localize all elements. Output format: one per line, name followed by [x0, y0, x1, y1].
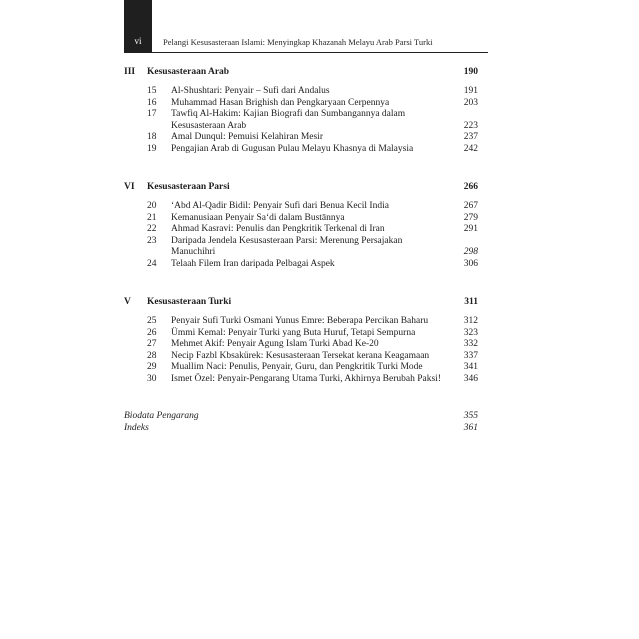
- toc-section: [124, 296, 478, 385]
- section-number: V: [124, 297, 131, 307]
- toc-entry: [124, 328, 478, 340]
- section-heading: [124, 181, 478, 193]
- page-number-tab: [124, 0, 152, 53]
- entry-number: 28: [147, 350, 157, 361]
- section-number: III: [124, 67, 136, 77]
- section-page: 266: [463, 182, 478, 192]
- toc-entry: [124, 316, 478, 328]
- back-matter: [124, 411, 478, 434]
- entry-number: 15: [147, 86, 157, 96]
- section-number: VI: [124, 182, 135, 192]
- toc-entry: [124, 109, 478, 132]
- entry-title: Ahmad Kasravi: Penulis dan Pengkritik Terkenal di Iran: [171, 224, 385, 234]
- entry-title: Ismet Özel: Penyair-Pengarang Utama Turki, Akhirnya Berubah Paksi!: [171, 373, 441, 384]
- entry-page: 237: [463, 132, 478, 142]
- back-matter-entry: [124, 423, 478, 435]
- section-title: Kesusasteraan Parsi: [147, 182, 230, 192]
- entry-number: 18: [147, 132, 157, 142]
- entry-page: 323: [463, 327, 478, 338]
- entry-number: 25: [147, 316, 157, 326]
- entry-page: 298: [463, 247, 478, 257]
- entry-page: 346: [463, 373, 478, 384]
- toc-entry: [124, 339, 478, 351]
- toc-entry: [124, 98, 478, 110]
- running-title: Pelangi Kesusasteraan Islami: Menyingkap Khazanah Melayu Arab Parsi Turki: [163, 37, 433, 47]
- table-of-contents: [124, 66, 478, 434]
- entry-page: 337: [463, 350, 478, 361]
- back-matter-page: 361: [463, 422, 478, 433]
- toc-entry: [124, 362, 478, 374]
- back-matter-entry: [124, 411, 478, 423]
- section-title: Kesusasteraan Arab: [147, 67, 230, 77]
- toc-entry: [124, 374, 478, 386]
- entry-number: 30: [147, 373, 157, 384]
- back-matter-title: Biodata Pengarang: [124, 411, 199, 421]
- entry-title: Penyair Sufi Turki Osmani Yunus Emre: Beberapa Percikan Baharu: [171, 316, 429, 326]
- entry-title: Tawfiq Al-Hakim: Kajian Biografi dan Sumbangannya dalam Kesusasteraan Arab: [171, 109, 406, 131]
- toc-entry: [124, 259, 478, 271]
- back-matter-title: Indeks: [124, 422, 149, 433]
- entry-title: Daripada Jendela Kesusasteraan Parsi: Merenung Persajakan Manuchihri: [171, 235, 403, 257]
- entry-page: 306: [463, 258, 478, 269]
- toc-entry: [124, 224, 478, 236]
- entry-title: Al-Shushtari: Penyair – Sufi dari Andalus: [171, 86, 330, 96]
- entry-page: 242: [463, 143, 478, 154]
- entry-number: 21: [147, 212, 157, 223]
- toc-entry: [124, 144, 478, 156]
- entry-title: Kemanusiaan Penyair Sa‘di dalam Bustānnya: [171, 212, 345, 223]
- entry-number: 19: [147, 143, 157, 154]
- entry-page: 332: [463, 339, 478, 349]
- entry-page: 267: [463, 201, 478, 211]
- entry-page: 341: [463, 362, 478, 372]
- toc-entry: [124, 351, 478, 363]
- section-heading: [124, 66, 478, 78]
- toc-entry: [124, 86, 478, 98]
- toc-entry: [124, 201, 478, 213]
- header-rule: [124, 52, 488, 53]
- entry-page: 203: [463, 97, 478, 108]
- entry-number: 17: [147, 109, 157, 119]
- section-page: 311: [464, 297, 478, 307]
- entry-title: Mehmet Akif: Penyair Agung Islam Turki Abad Ke-20: [171, 339, 379, 349]
- section-page: 190: [463, 67, 478, 77]
- back-matter-page: 355: [463, 411, 478, 421]
- entry-page: 223: [463, 120, 478, 131]
- entry-number: 20: [147, 201, 157, 211]
- toc-entry: [124, 236, 478, 259]
- entry-title: Necip Fazbl Kbsakürek: Kesusasteraan Tersekat kerana Keagamaan: [171, 350, 430, 361]
- entry-title: Muallim Naci: Penulis, Penyair, Guru, dan Pengkritik Turki Mode: [171, 362, 423, 372]
- entry-number: 27: [147, 339, 157, 349]
- entry-page: 191: [463, 86, 478, 96]
- entry-number: 24: [147, 258, 157, 269]
- entry-title: Telaah Filem Iran daripada Pelbagai Aspek: [171, 258, 335, 269]
- entry-title: ‘Abd Al-Qadir Bidil: Penyair Sufi dari Benua Kecil India: [171, 201, 389, 211]
- section-title: Kesusasteraan Turki: [147, 297, 232, 307]
- toc-section: [124, 66, 478, 155]
- section-heading: [124, 296, 478, 308]
- entry-number: 22: [147, 224, 157, 234]
- page-number: vi: [134, 36, 142, 46]
- entry-page: 312: [463, 316, 478, 326]
- entry-number: 16: [147, 97, 157, 108]
- entry-page: 291: [463, 224, 478, 234]
- entry-title: Amal Dunqul: Pemuisi Kelahiran Mesir: [171, 132, 323, 142]
- toc-entry: [124, 132, 478, 144]
- entry-title: Muhammad Hasan Brighish dan Pengkaryaan Cerpennya: [171, 97, 390, 108]
- toc-section: [124, 181, 478, 270]
- entry-number: 23: [147, 235, 157, 246]
- entry-title: Pengajian Arab di Gugusan Pulau Melayu Khasnya di Malaysia: [171, 143, 414, 154]
- entry-number: 29: [147, 362, 157, 372]
- toc-entry: [124, 213, 478, 225]
- entry-title: Ümmi Kemal: Penyair Turki yang Buta Huruf, Tetapi Sempurna: [171, 327, 416, 338]
- entry-number: 26: [147, 327, 157, 338]
- entry-page: 279: [463, 212, 478, 223]
